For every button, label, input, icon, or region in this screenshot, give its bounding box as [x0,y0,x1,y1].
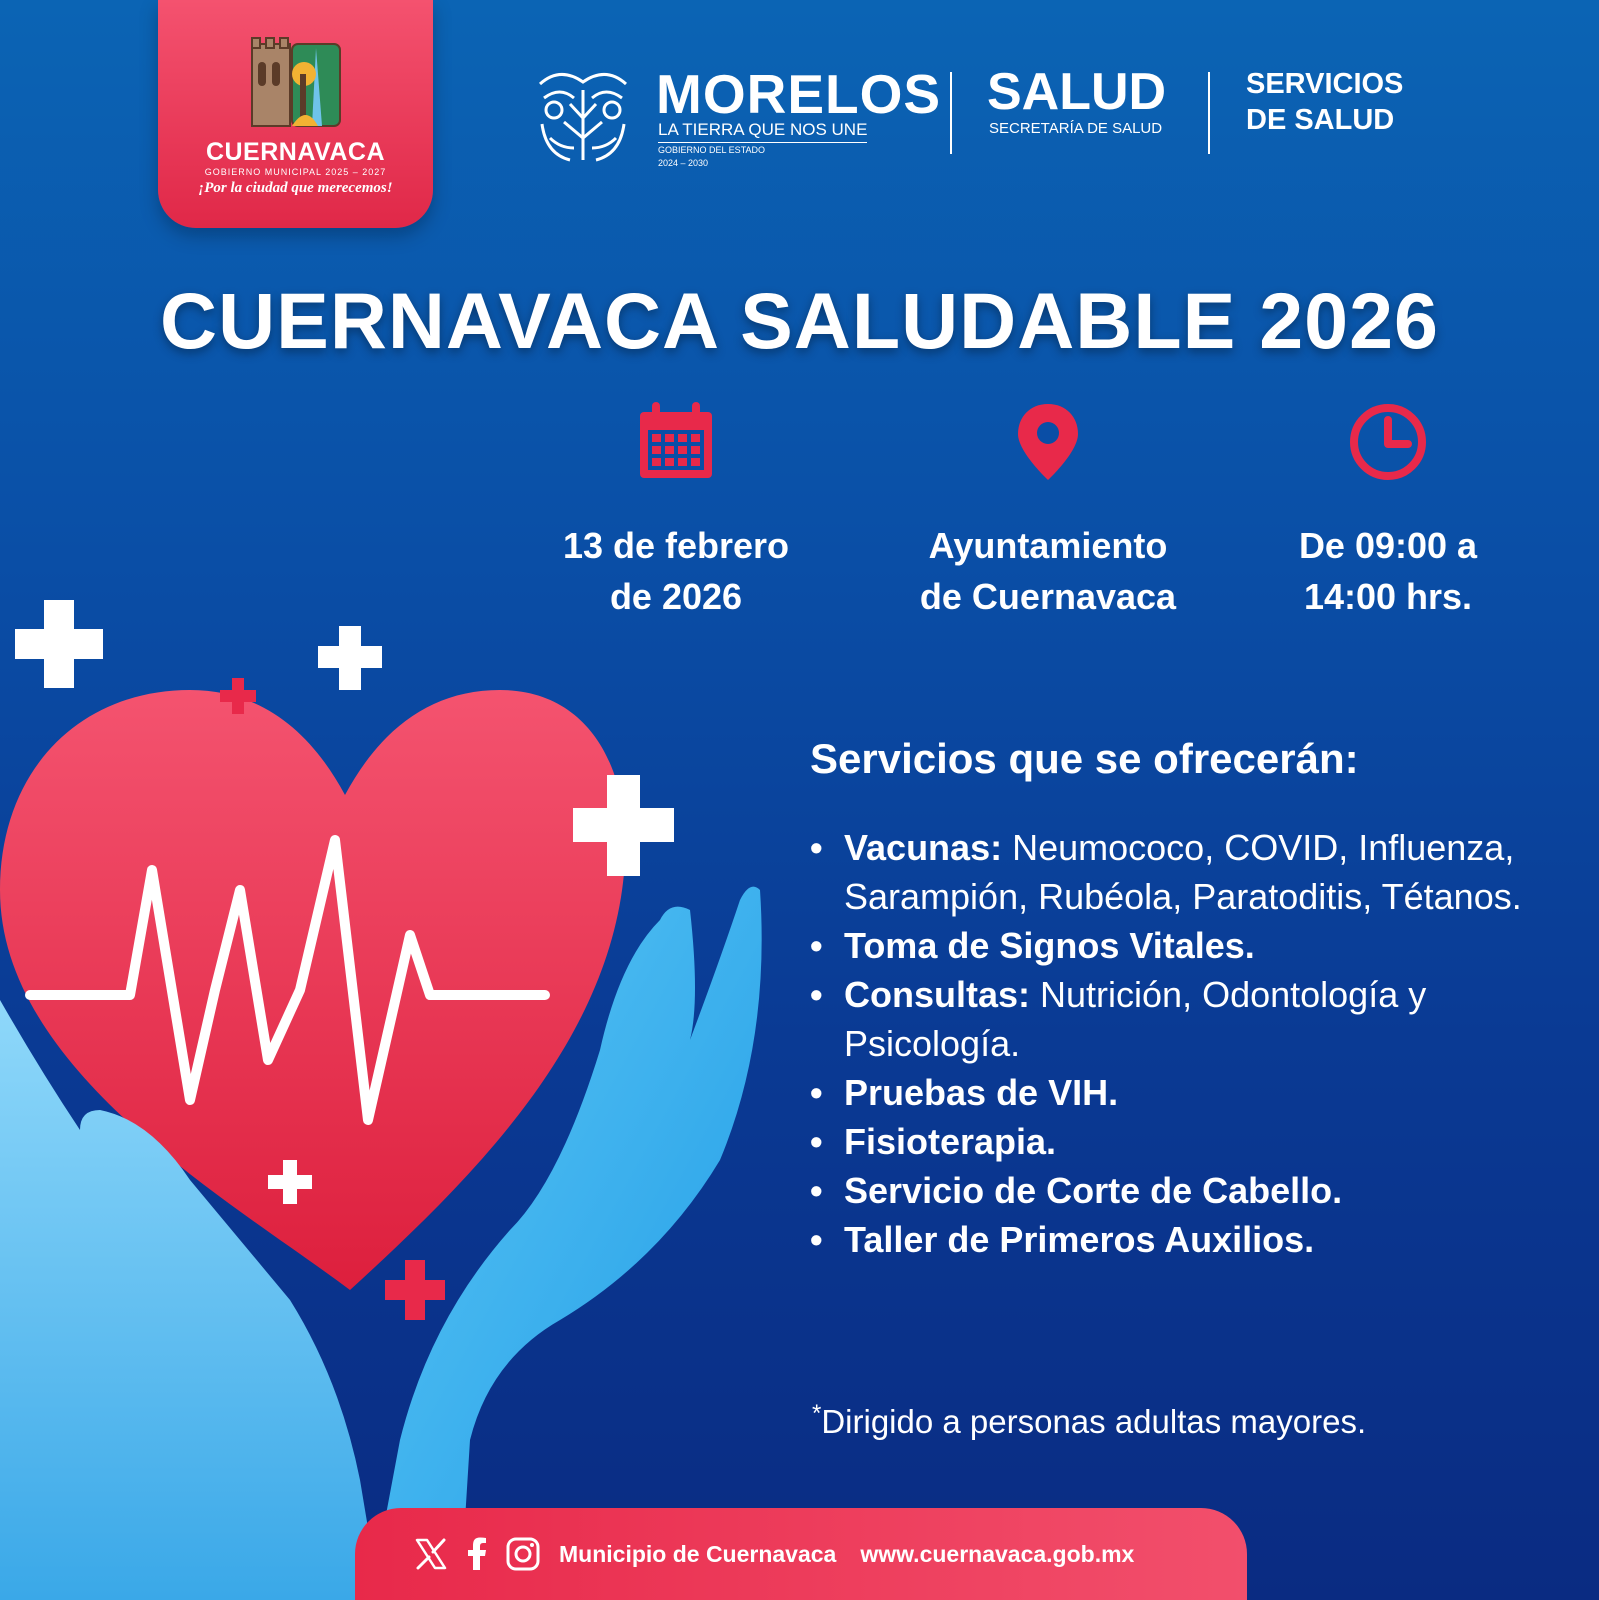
event-date [506,400,846,622]
plus-icon [385,1260,445,1320]
cuernavaca-logo-name: CUERNAVACA [205,138,386,166]
bullet: • [810,1121,823,1162]
cuernavaca-slogan: ¡Por la ciudad que merecemos! [198,180,393,196]
list-item [810,1117,1590,1166]
service-label: Taller de Primeros Auxilios. [844,1219,1315,1260]
list-item [810,970,1590,1068]
place-line-1: Ayuntamiento [928,525,1168,566]
time-line-2: 14:00 hrs. [1303,576,1473,617]
footer-bar [355,1508,1247,1600]
services-list [810,823,1590,1264]
bullet: • [810,974,823,1015]
servicios-salud-line1: SERVICIOS [1246,68,1404,100]
service-label: Consultas: [844,974,1031,1015]
list-item [810,921,1590,970]
x-icon[interactable] [413,1536,449,1572]
footer-account-name[interactable]: Municipio de Cuernavaca [559,1540,837,1567]
calendar-icon [634,400,718,484]
list-item [810,1166,1590,1215]
time-line-1: De 09:00 a [1298,525,1478,566]
date-line-2: de 2026 [609,576,743,617]
heart-hands-illustration [0,600,780,1600]
event-location [878,400,1218,622]
list-item [810,823,1590,921]
morelos-tagline: LA TIERRA QUE NOS UNE [658,120,867,143]
note-asterisk: * [812,1400,822,1427]
servicios-salud-line2: DE SALUD [1246,104,1395,136]
event-time [1218,400,1558,622]
clock-icon [1346,400,1430,484]
instagram-icon[interactable] [505,1536,541,1572]
morelos-years-label: 2024 – 2030 [658,158,709,168]
salud-title: SALUD [987,63,1167,121]
cuernavaca-government-label: GOBIERNO MUNICIPAL 2025 – 2027 [204,167,387,177]
cuernavaca-emblem-icon [246,34,346,134]
page-title: CUERNAVACA SALUDABLE 2026 [160,276,1439,365]
service-label: Fisioterapia. [844,1121,1057,1162]
morelos-government-label: GOBIERNO DEL ESTADO [658,145,766,155]
audience-note [812,1400,1366,1441]
bullet: • [810,925,823,966]
list-item [810,1215,1590,1264]
service-label: Servicio de Corte de Cabello. [844,1170,1343,1211]
bullet: • [810,1170,823,1211]
date-line-1: 13 de febrero [562,525,790,566]
bullet: • [810,827,823,868]
morelos-title: MORELOS [656,63,942,125]
place-line-2: de Cuernavaca [919,576,1177,617]
location-pin-icon [1006,400,1090,484]
service-label: Pruebas de VIH. [844,1072,1119,1113]
service-label: Vacunas: [844,827,1003,868]
bullet: • [810,1072,823,1113]
salud-subtitle: SECRETARÍA DE SALUD [989,120,1163,137]
service-label: Toma de Signos Vitales. [844,925,1255,966]
note-text: Dirigido a personas adultas mayores. [821,1403,1367,1440]
cuernavaca-logo-card [158,0,433,228]
brand-divider [1208,72,1210,154]
social-links [413,1536,541,1572]
morelos-emblem-icon [530,64,636,170]
service-detail: Neumococo, COVID, Influenza, Sarampión, Rubéola, Paratoditis, Tétanos. [844,827,1522,917]
plus-icon [15,600,103,688]
footer-website-link[interactable]: www.cuernavaca.gob.mx [860,1540,1135,1567]
facebook-icon[interactable] [459,1536,495,1572]
services-heading: Servicios que se ofrecerán: [810,735,1359,782]
services-section [810,735,1590,1264]
plus-icon [318,626,382,690]
service-detail: Nutrición, Odontología y Psicología. [844,974,1427,1064]
bullet: • [810,1219,823,1260]
list-item [810,1068,1590,1117]
brand-divider [950,72,952,154]
